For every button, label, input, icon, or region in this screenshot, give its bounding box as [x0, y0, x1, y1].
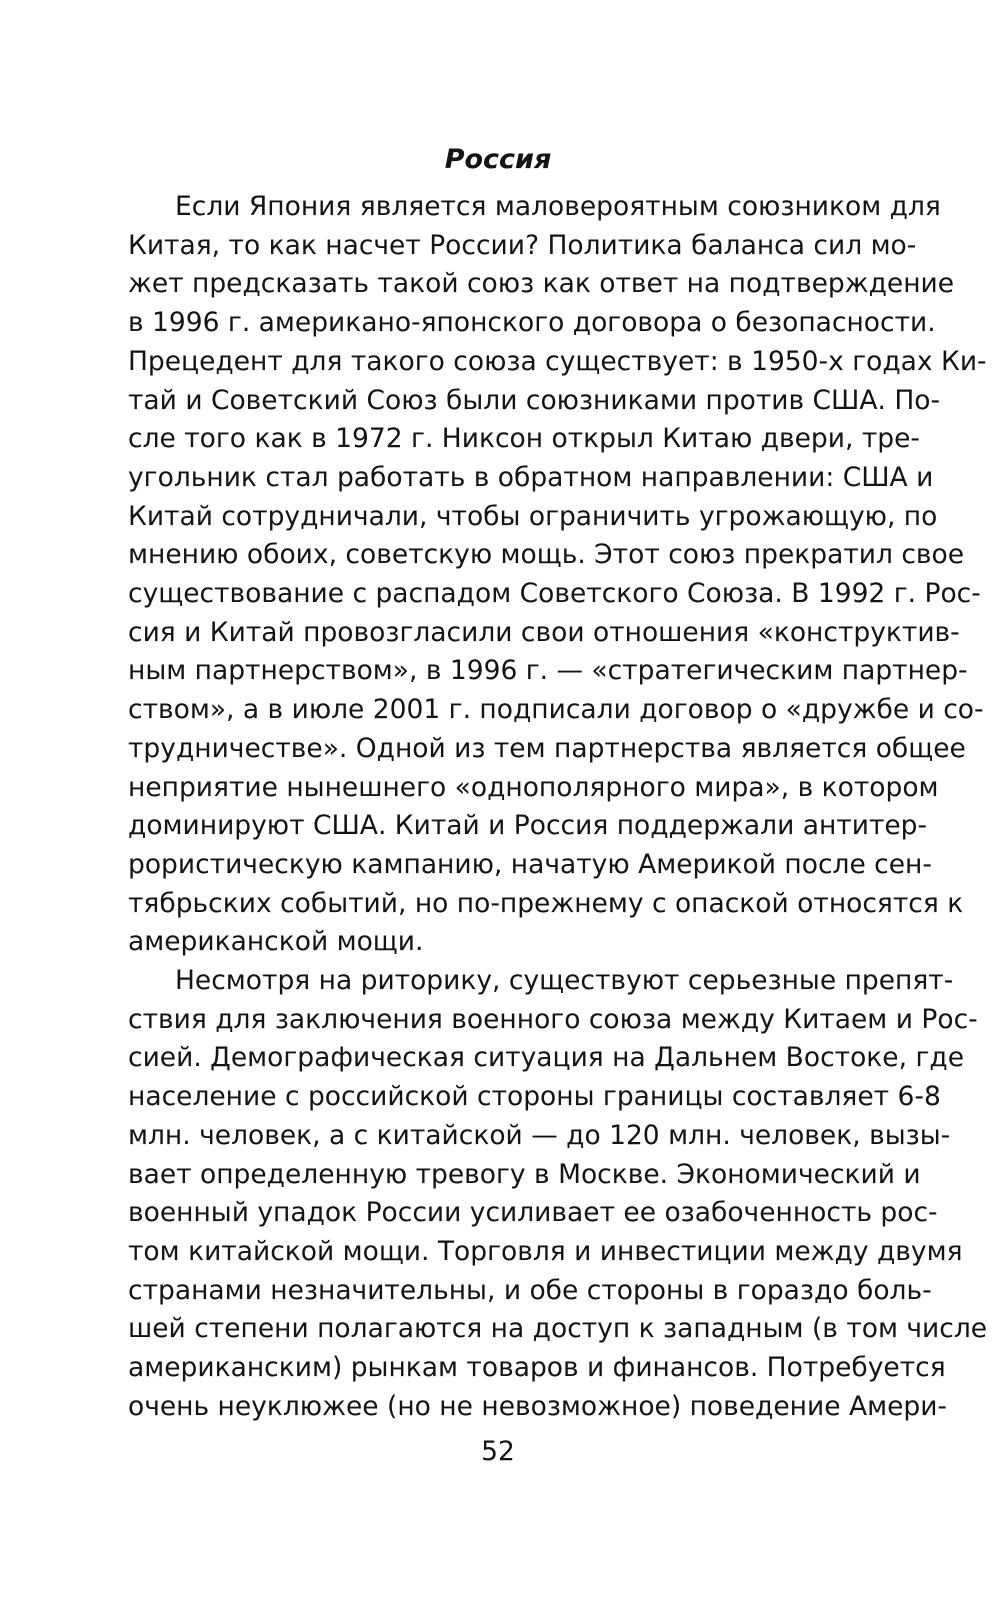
section-heading: Россия [444, 144, 552, 175]
text-line: Несмотря на риторику, существуют серьезные препят- [175, 965, 954, 996]
text-line: доминируют США. Китай и Россия поддержали антитер- [128, 810, 928, 842]
text-line: неприятие нынешнего «однополярного мира», в котором [128, 771, 939, 803]
text-line: Прецедент для такого союза существует: в 1950-х годах Ки- [128, 345, 987, 377]
text-line: шей степени полагаются на доступ к западным (в том числе [128, 1313, 988, 1345]
text-line: тябрьских событий, но по-прежнему с опаской относятся к [128, 887, 964, 919]
text-line: сией. Демографическая ситуация на Дальнем Востоке, где [128, 1042, 965, 1074]
text-line: Если Япония является маловероятным союзником для [175, 191, 941, 222]
text-line: население с российской стороны границы составляет 6-8 [128, 1081, 941, 1113]
text-line: в 1996 г. американо-японского договора о безопасности. [128, 307, 936, 339]
text-line: Китай сотрудничали, чтобы ограничить угрожающую, по [128, 500, 938, 532]
text-line: ством», а в июле 2001 г. подписали договор о «дружбе и со- [128, 694, 984, 726]
text-line: ствия для заключения военного союза между Китаем и Рос- [128, 1003, 978, 1035]
page-number: 52 [481, 1436, 515, 1467]
text-line: трудничестве». Одной из тем партнерства является общее [128, 732, 966, 764]
text-line: мнению обоих, советскую мощь. Этот союз прекратил свое [128, 539, 965, 571]
text-line: военный упадок России усиливает ее озабоченность рос- [128, 1197, 938, 1229]
text-line: существование с распадом Советского Союза. В 1992 г. Рос- [128, 578, 981, 609]
text-line: американским) рынкам товаров и финансов. Потребуется [128, 1352, 946, 1383]
text-line: сле того как в 1972 г. Никсон открыл Китаю двери, тре- [128, 423, 920, 455]
text-line: ным партнерством», в 1996 г. — «стратегическим партнер- [128, 655, 968, 687]
text-line: вает определенную тревогу в Москве. Экономический и [128, 1158, 921, 1190]
text-line: рористическую кампанию, начатую Америкой после сен- [128, 848, 932, 880]
text-line: том китайской мощи. Торговля и инвестиции между двумя [128, 1235, 963, 1267]
text-line: сия и Китай провозгласили свои отношения «конструктив- [128, 616, 960, 648]
text-line: странами незначительны, и обе стороны в гораздо боль- [128, 1274, 932, 1306]
text-line: жет предсказать такой союз как ответ на подтверждение [128, 268, 955, 300]
text-line: млн. человек, а с китайской — до 120 млн. человек, вызы- [128, 1119, 951, 1151]
text-line: американской мощи. [128, 926, 424, 958]
text-line: угольник стал работать в обратном направлении: США и [128, 461, 934, 493]
text-line: очень неуклюжее (но не невозможное) поведение Амери- [128, 1390, 947, 1422]
text-line: тай и Советский Союз были союзниками против США. По- [128, 384, 941, 416]
text-line: Китая, то как насчет России? Политика баланса сил мо- [128, 229, 917, 261]
